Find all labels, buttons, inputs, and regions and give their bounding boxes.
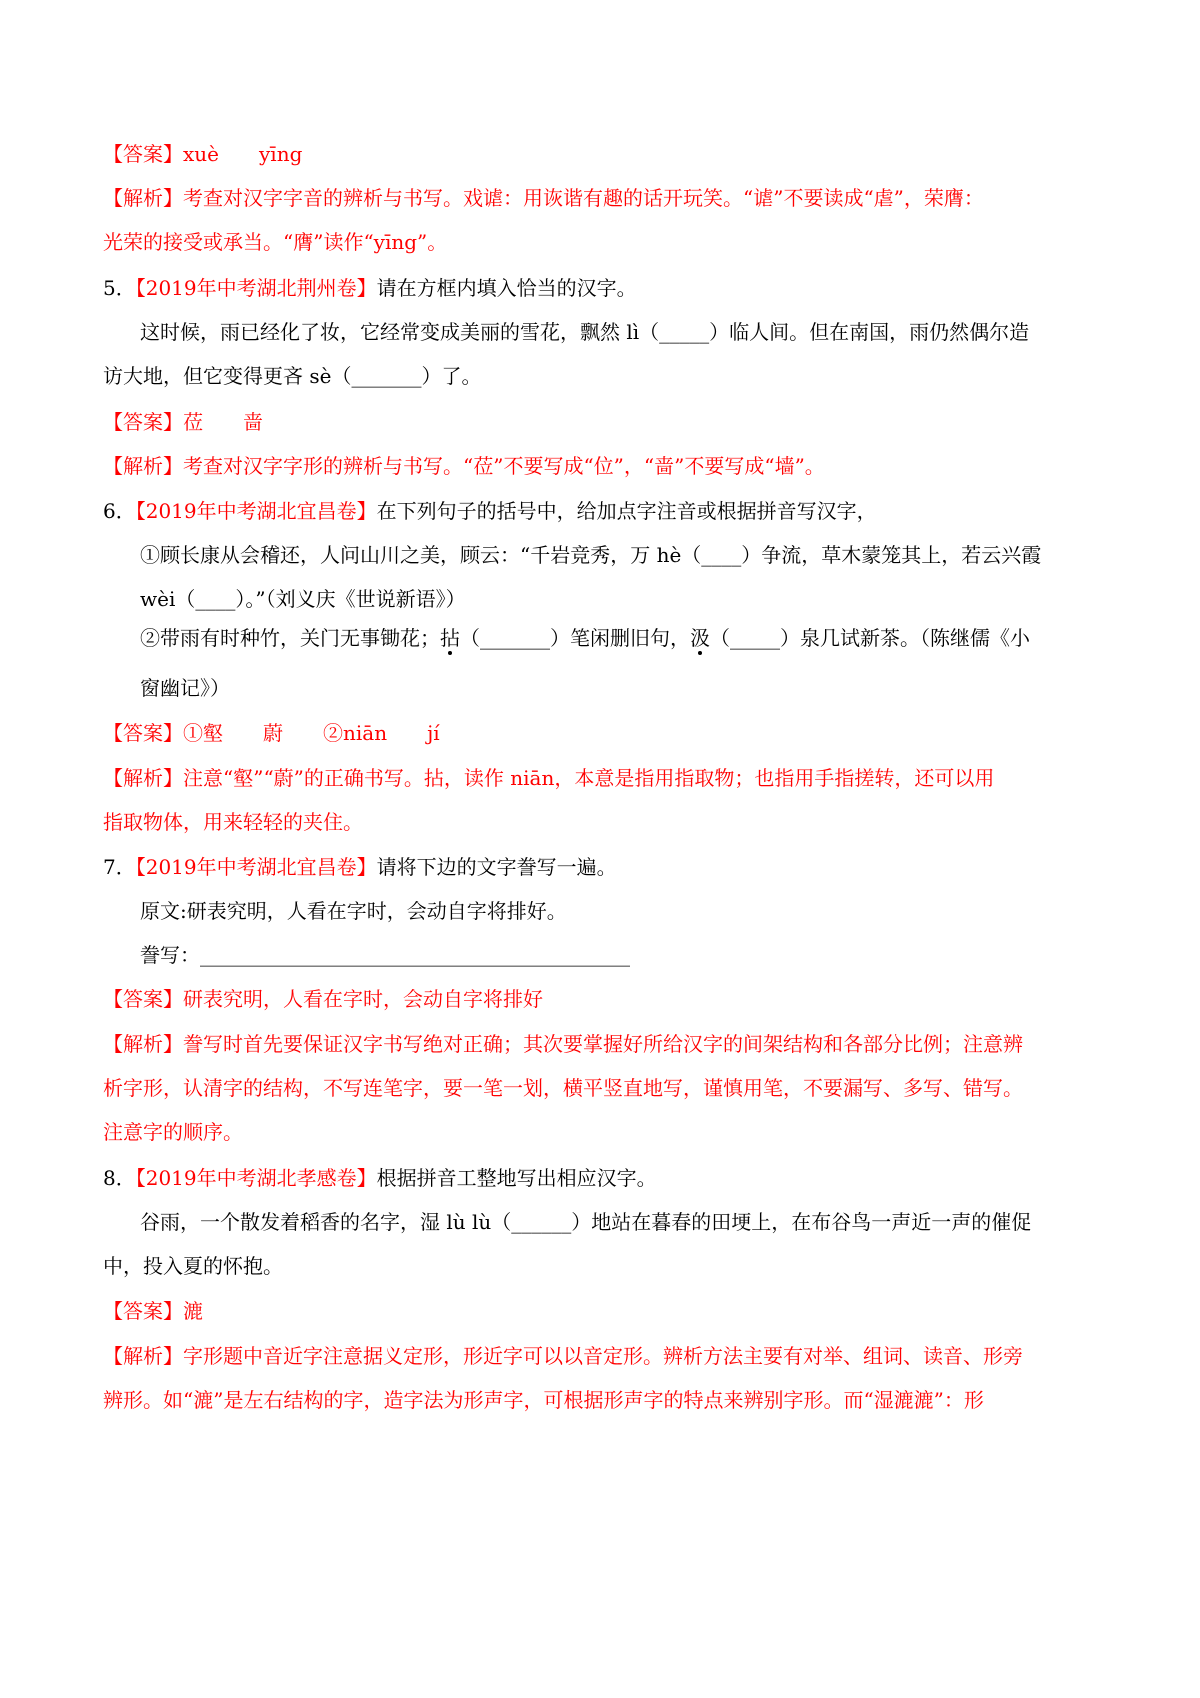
passage-text: 这时候，雨已经化了妆，它经常变成美丽的雪花，飘然 lì（_____）临人间。但在南国，雨仍然偶尔造 [140,320,1030,344]
answer-tag: 【答案】 [103,721,183,745]
question-source: 【2019年中考湖北荆州卷】 [135,276,377,300]
answer-text: xuè yīng [183,142,303,166]
q5-passage-line-2 [103,364,481,388]
passage-text: 访大地，但它变得更吝 sè（_______）了。 [103,364,482,388]
item-text: （_______）笔闲删旧句， [460,626,690,650]
question-source: 【2019年中考湖北孝感卷】 [135,1166,377,1190]
q7-copy-line [140,943,630,967]
question-prompt: 请将下边的文字誊写一遍。 [376,855,617,879]
analysis-text: 考查对汉字字音的辨析与书写。戏谑：用诙谐有趣的话开玩笑。“谑”不要读成“虐”，荣膺： [183,186,984,210]
q5-analysis-line [103,454,825,478]
analysis-tag: 【解析】 [103,1344,183,1368]
q6-analysis-line-2 [103,810,363,834]
answer-tag: 【答案】 [103,1299,183,1323]
copy-field: 誊写：___________________________________________ [140,943,630,967]
answer-text: ①壑 蔚 ②niān jí [183,721,440,745]
q6-item1-line-1 [140,543,1041,567]
answer-tag: 【答案】 [103,410,183,434]
question-number: 6． [103,499,136,523]
q6-item2-line-2 [140,676,230,700]
analysis-tag: 【解析】 [103,1032,183,1056]
analysis-text: 注意字的顺序。 [103,1120,243,1144]
item-text: ②带雨有时种竹，关门无事锄花； [140,626,440,650]
answer-tag: 【答案】 [103,987,183,1011]
analysis-text: 誊写时首先要保证汉字书写绝对正确；其次要掌握好所给汉字的间架结构和各部分比例；注意辨 [183,1032,1023,1056]
q7-heading [103,855,617,879]
dotted-char: 拈 [440,626,460,650]
q6-item1-line-2 [140,587,466,611]
q5-answer-line [103,410,263,434]
q8-passage-line-1 [140,1210,1031,1234]
answer-tag: 【答案】 [103,142,183,166]
question-number: 5． [103,276,136,300]
item-text: wèi（____）。”（刘义庆《世说新语》） [140,587,466,611]
answer-text: 研表究明，人看在字时，会动自字将排好 [183,987,543,1011]
analysis-tag: 【解析】 [103,186,183,210]
q6-item2-line-1 [140,626,1030,650]
analysis-text: 字形题中音近字注意据义定形，形近字可以以音定形。辨析方法主要有对举、组词、读音、形旁 [183,1344,1023,1368]
question-source: 【2019年中考湖北宜昌卷】 [135,499,377,523]
q5-passage-line-1 [140,320,1029,344]
analysis-text: 光荣的接受或承当。“膺”读作“yīng”。 [103,230,448,254]
q6-analysis-line-1 [103,766,994,790]
q4-answer-line [103,142,302,166]
question-number: 7． [103,855,136,879]
q7-analysis-line-2 [103,1076,1023,1100]
q7-answer-line [103,987,543,1011]
q8-passage-line-2 [103,1254,283,1278]
q4-analysis-line-1 [103,186,984,210]
analysis-text: 辨形。如“漉”是左右结构的字，造字法为形声字，可根据形声字的特点来辨别字形。而“湿漉漉”：形 [103,1388,984,1412]
answer-text: 漉 [183,1299,203,1323]
question-prompt: 根据拼音工整地写出相应汉字。 [376,1166,657,1190]
q6-heading [103,499,877,523]
question-number: 8． [103,1166,136,1190]
analysis-text: 指取物体，用来轻轻的夹住。 [103,810,363,834]
question-source: 【2019年中考湖北宜昌卷】 [135,855,377,879]
analysis-text: 注意“壑”“蔚”的正确书写。拈，读作 niān，本意是指用指取物；也指用手指搓转，还可以用 [183,766,995,790]
item-text: ①顾长康从会稽还，人问山川之美，顾云：“千岩竞秀，万 hè（____）争流，草木蒙笼其上，若云兴霞 [140,543,1042,567]
dotted-char: 汲 [690,626,710,650]
question-prompt: 请在方框内填入恰当的汉字。 [376,276,637,300]
analysis-text: 析字形，认清字的结构，不写连笔字，要一笔一划，横平竖直地写，谨慎用笔，不要漏写、多写、错写。 [103,1076,1023,1100]
analysis-tag: 【解析】 [103,766,183,790]
q8-heading [103,1166,657,1190]
q6-answer-line [103,721,440,745]
passage-text: 谷雨，一个散发着稻香的名字，湿 lù lù（______）地站在暮春的田埂上，在布谷鸟一声近一声的催促 [140,1210,1032,1234]
q7-analysis-line-3 [103,1120,243,1144]
q7-original-text [140,899,567,923]
original-text: 原文:研表究明，人看在字时，会动自字将排好。 [140,899,567,923]
q5-heading [103,276,637,300]
question-prompt: 在下列句子的括号中，给加点字注音或根据拼音写汉字， [376,499,877,523]
item-text: （_____）泉几试新茶。（陈继儒《小 [710,626,1030,650]
q8-analysis-line-2 [103,1388,984,1412]
q4-analysis-line-2 [103,230,447,254]
passage-text: 中，投入夏的怀抱。 [103,1254,283,1278]
q8-answer-line [103,1299,203,1323]
answer-text: 莅 啬 [183,410,263,434]
item-text: 窗幽记》） [140,676,230,700]
analysis-text: 考查对汉字字形的辨析与书写。“莅”不要写成“位”，“啬”不要写成“墙”。 [183,454,825,478]
analysis-tag: 【解析】 [103,454,183,478]
q8-analysis-line-1 [103,1344,1023,1368]
q7-analysis-line-1 [103,1032,1023,1056]
